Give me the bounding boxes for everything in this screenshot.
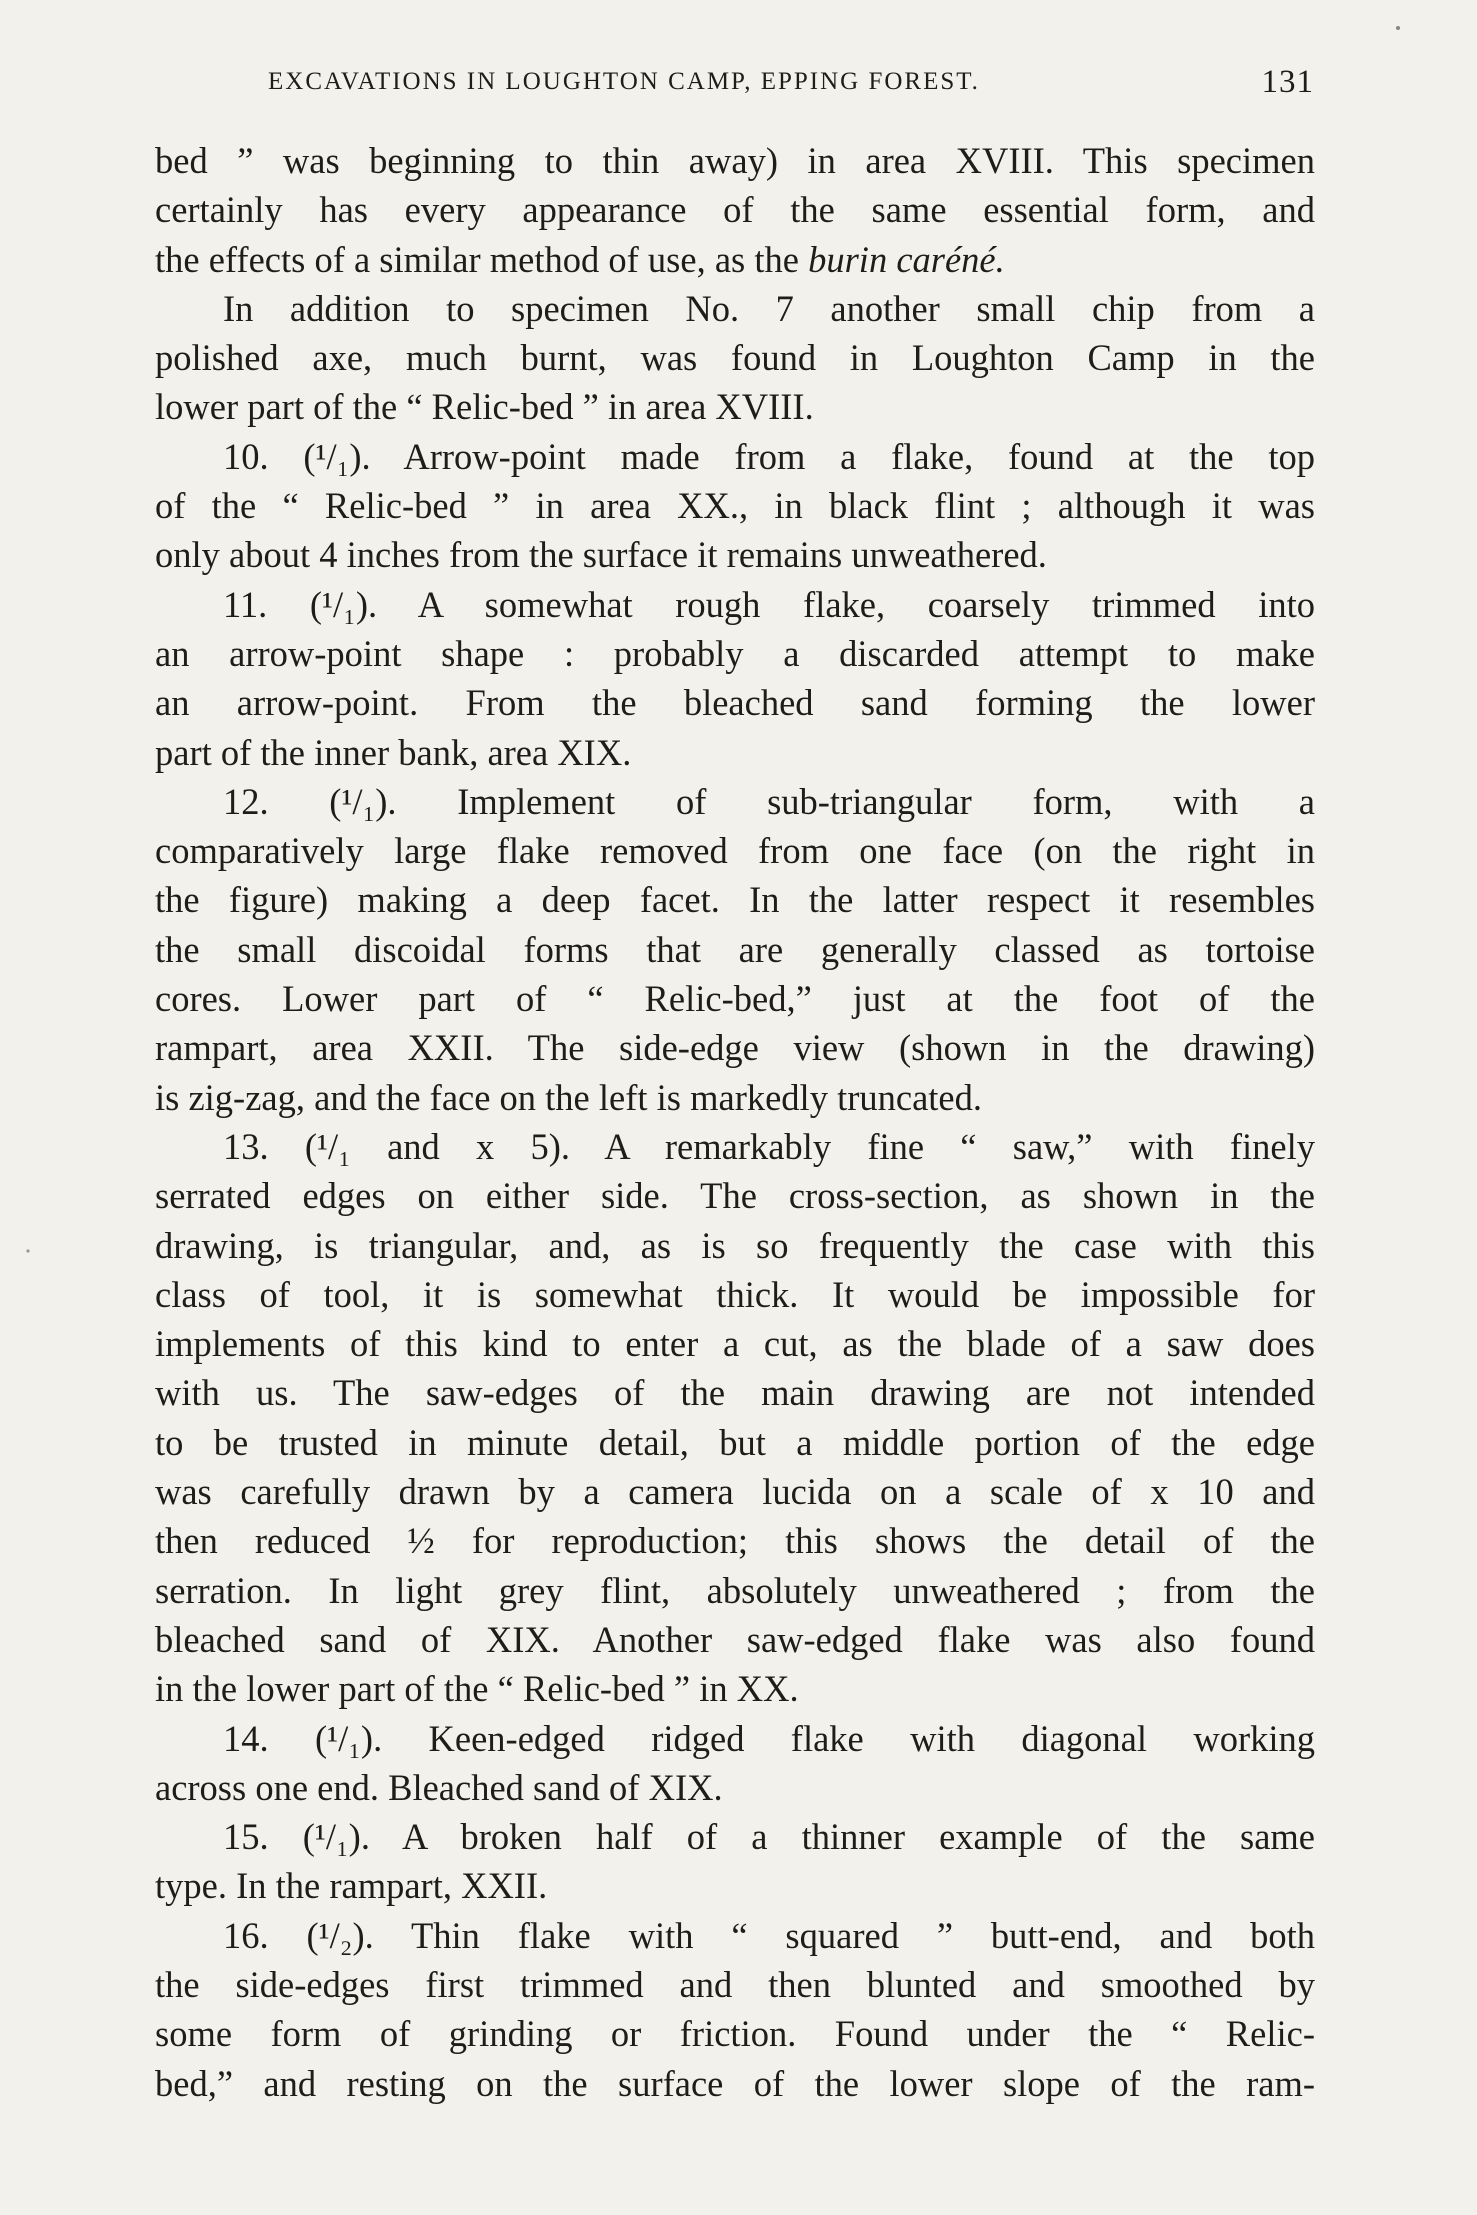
- text-run: the effects of a similar method of use, as the: [155, 238, 809, 280]
- text-line: drawing, is triangular, and, as is so frequently the case with this: [155, 1224, 1315, 1266]
- text-line: in the lower part of the “ Relic-bed ” in XX.: [155, 1668, 799, 1710]
- text-line: across one end. Bleached sand of XIX.: [155, 1766, 723, 1808]
- text-line: some form of grinding or friction. Found under the “ Relic-: [155, 2013, 1315, 2055]
- text-line: serration. In light grey flint, absolutely unweathered ; from the: [155, 1569, 1315, 1611]
- paper-speck: [26, 1249, 29, 1252]
- text-line: to be trusted in minute detail, but a middle portion of the edge: [155, 1421, 1315, 1463]
- text-line: comparatively large flake removed from one face (on the right in: [155, 830, 1315, 872]
- paragraph-start-line: 15. (¹/₁). A broken half of a thinner example of the same: [223, 1816, 1315, 1858]
- text-line: serrated edges on either side. The cross-section, as shown in the: [155, 1175, 1315, 1217]
- text-line: the figure) making a deep facet. In the latter respect it resembles: [155, 879, 1315, 921]
- paragraph-start-line: 14. (¹/₁). Keen-edged ridged flake with diagonal working: [223, 1717, 1315, 1759]
- paragraph-start-line: 11. (¹/₁). A somewhat rough flake, coarsely trimmed into: [223, 583, 1315, 625]
- running-head: [158, 62, 1314, 112]
- text-line: the side-edges first trimmed and then blunted and smoothed by: [155, 1963, 1315, 2005]
- text-line: part of the inner bank, area XIX.: [155, 731, 632, 773]
- text-line: cores. Lower part of “ Relic-bed,” just at the foot of the: [155, 978, 1315, 1020]
- text-line: an arrow-point shape : probably a discarded attempt to make: [155, 632, 1315, 674]
- text-line: lower part of the “ Relic-bed ” in area XVIII.: [155, 386, 814, 428]
- text-line: bed,” and resting on the surface of the lower slope of the ram-: [155, 2062, 1315, 2104]
- paragraph-start-line: 16. (¹/₂). Thin flake with “ squared ” butt-end, and both: [223, 1914, 1315, 1956]
- text-line: rampart, area XXII. The side-edge view (shown in the drawing): [155, 1027, 1315, 1069]
- text-line: class of tool, it is somewhat thick. It would be impossible for: [155, 1273, 1315, 1315]
- body-text: [155, 136, 1315, 2108]
- text-line: bleached sand of XIX. Another saw-edged flake was also found: [155, 1618, 1315, 1660]
- text-line: then reduced ½ for reproduction; this shows the detail of the: [155, 1520, 1315, 1562]
- text-line: only about 4 inches from the surface it remains unweathered.: [155, 534, 1047, 576]
- text-line: type. In the rampart, XXII.: [155, 1865, 548, 1907]
- paper-speck: [1396, 26, 1400, 30]
- paragraph-start-line: 13. (¹/₁ and x 5). A remarkably fine “ saw,” with finely: [223, 1125, 1315, 1167]
- text-line: certainly has every appearance of the same essential form, and: [155, 189, 1315, 231]
- text-line: implements of this kind to enter a cut, as the blade of a saw does: [155, 1323, 1315, 1365]
- text-line: was carefully drawn by a camera lucida on a scale of x 10 and: [155, 1471, 1315, 1513]
- text-line: an arrow-point. From the bleached sand forming the lower: [155, 682, 1315, 724]
- text-line: polished axe, much burnt, was found in Loughton Camp in the: [155, 337, 1315, 379]
- running-head-title: EXCAVATIONS IN LOUGHTON CAMP, EPPING FOREST.: [268, 68, 980, 95]
- paragraph-start-line: 12. (¹/₁). Implement of sub-triangular form, with a: [223, 780, 1315, 822]
- italic-term: burin caréné.: [808, 238, 1005, 280]
- text-line: is zig-zag, and the face on the left is markedly truncated.: [155, 1076, 982, 1118]
- text-line: the small discoidal forms that are generally classed as tortoise: [155, 928, 1315, 970]
- paragraph-start-line: 10. (¹/₁). Arrow-point made from a flake, found at the top: [223, 435, 1315, 477]
- text-line: bed ” was beginning to thin away) in area XVIII. This specimen: [155, 140, 1315, 181]
- text-line: with us. The saw-edges of the main drawing are not intended: [155, 1372, 1315, 1414]
- paragraph-start-line: In addition to specimen No. 7 another small chip from a: [223, 287, 1315, 329]
- text-line: of the “ Relic-bed ” in area XX., in black flint ; although it was: [155, 485, 1315, 527]
- text-line: [155, 235, 1315, 284]
- page-number: 131: [1261, 64, 1314, 100]
